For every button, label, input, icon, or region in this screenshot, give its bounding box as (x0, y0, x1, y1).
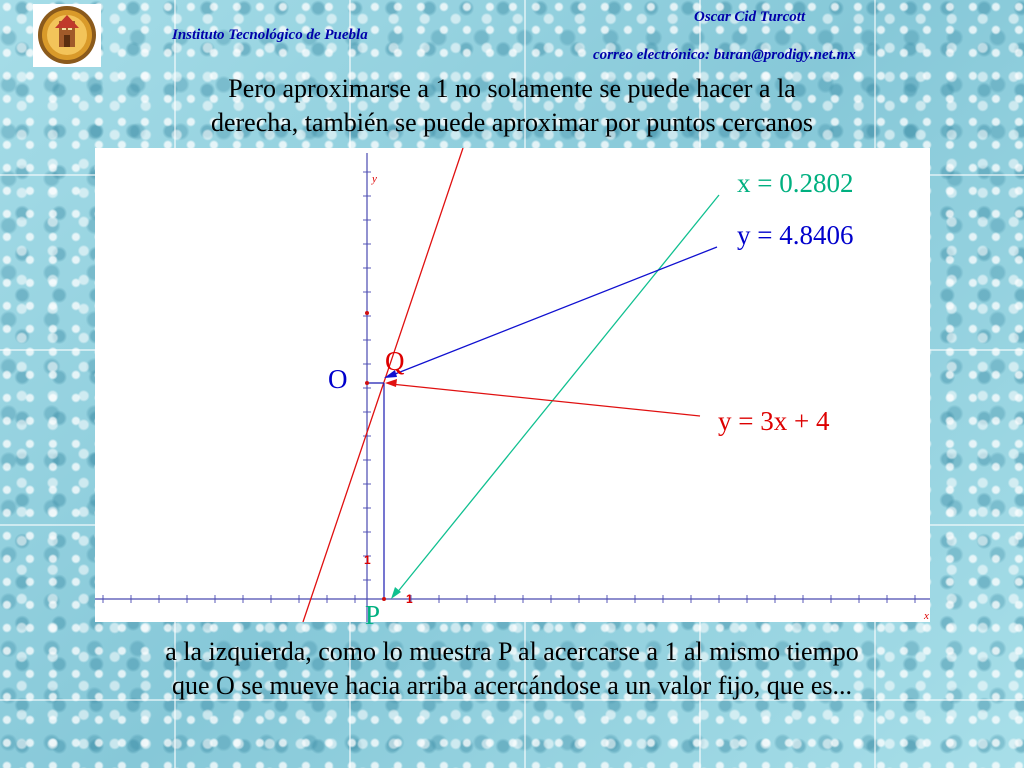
slide-top-text (0, 72, 1024, 140)
arrow-equation-to-line (391, 384, 700, 416)
author-name: Oscar Cid Turcott (694, 9, 806, 25)
arrow-y-readout-to-Q (390, 247, 717, 376)
x-axis-tick-label: 1 (406, 592, 413, 606)
point-Q-label: Q (385, 346, 405, 376)
author-email: correo electrónico: buran@prodigy.net.mx (593, 47, 856, 63)
y-axis-tick-label: 1 (364, 553, 371, 567)
x-axis-label: x (924, 610, 929, 622)
slide-bottom-text (0, 635, 1024, 703)
slide-top-text-line: Pero aproximarse a 1 no solamente se puede hacer a la (228, 74, 796, 103)
point-P-label: P (365, 600, 381, 630)
arrowhead-equation (385, 379, 397, 387)
institute-seal-icon (33, 4, 101, 67)
point-P-marker (382, 597, 386, 601)
x-value-readout: x = 0.2802 (737, 168, 854, 198)
slide-bottom-text-line: a la izquierda, como lo muestra P al acercarse a 1 al mismo tiempo (165, 637, 859, 666)
slide-bottom-text-line: que O se mueve hacia arriba acercándose a un valor fijo, que es... (171, 671, 853, 700)
axis-point-marker (365, 311, 369, 315)
line-y-equals-3x-plus-4 (303, 148, 463, 622)
y-value-readout: y = 4.8406 (737, 220, 854, 250)
line-equation-label: y = 3x + 4 (718, 406, 830, 436)
slide-top-text-line: derecha, también se puede aproximar por puntos cercanos (210, 108, 814, 137)
institute-name: Instituto Tecnológico de Puebla (172, 27, 368, 43)
point-O-label: O (328, 364, 348, 394)
point-O-marker (365, 381, 369, 385)
graph-panel (95, 148, 930, 630)
arrow-x-readout-to-P (396, 195, 719, 594)
y-axis-label: y (372, 173, 377, 185)
